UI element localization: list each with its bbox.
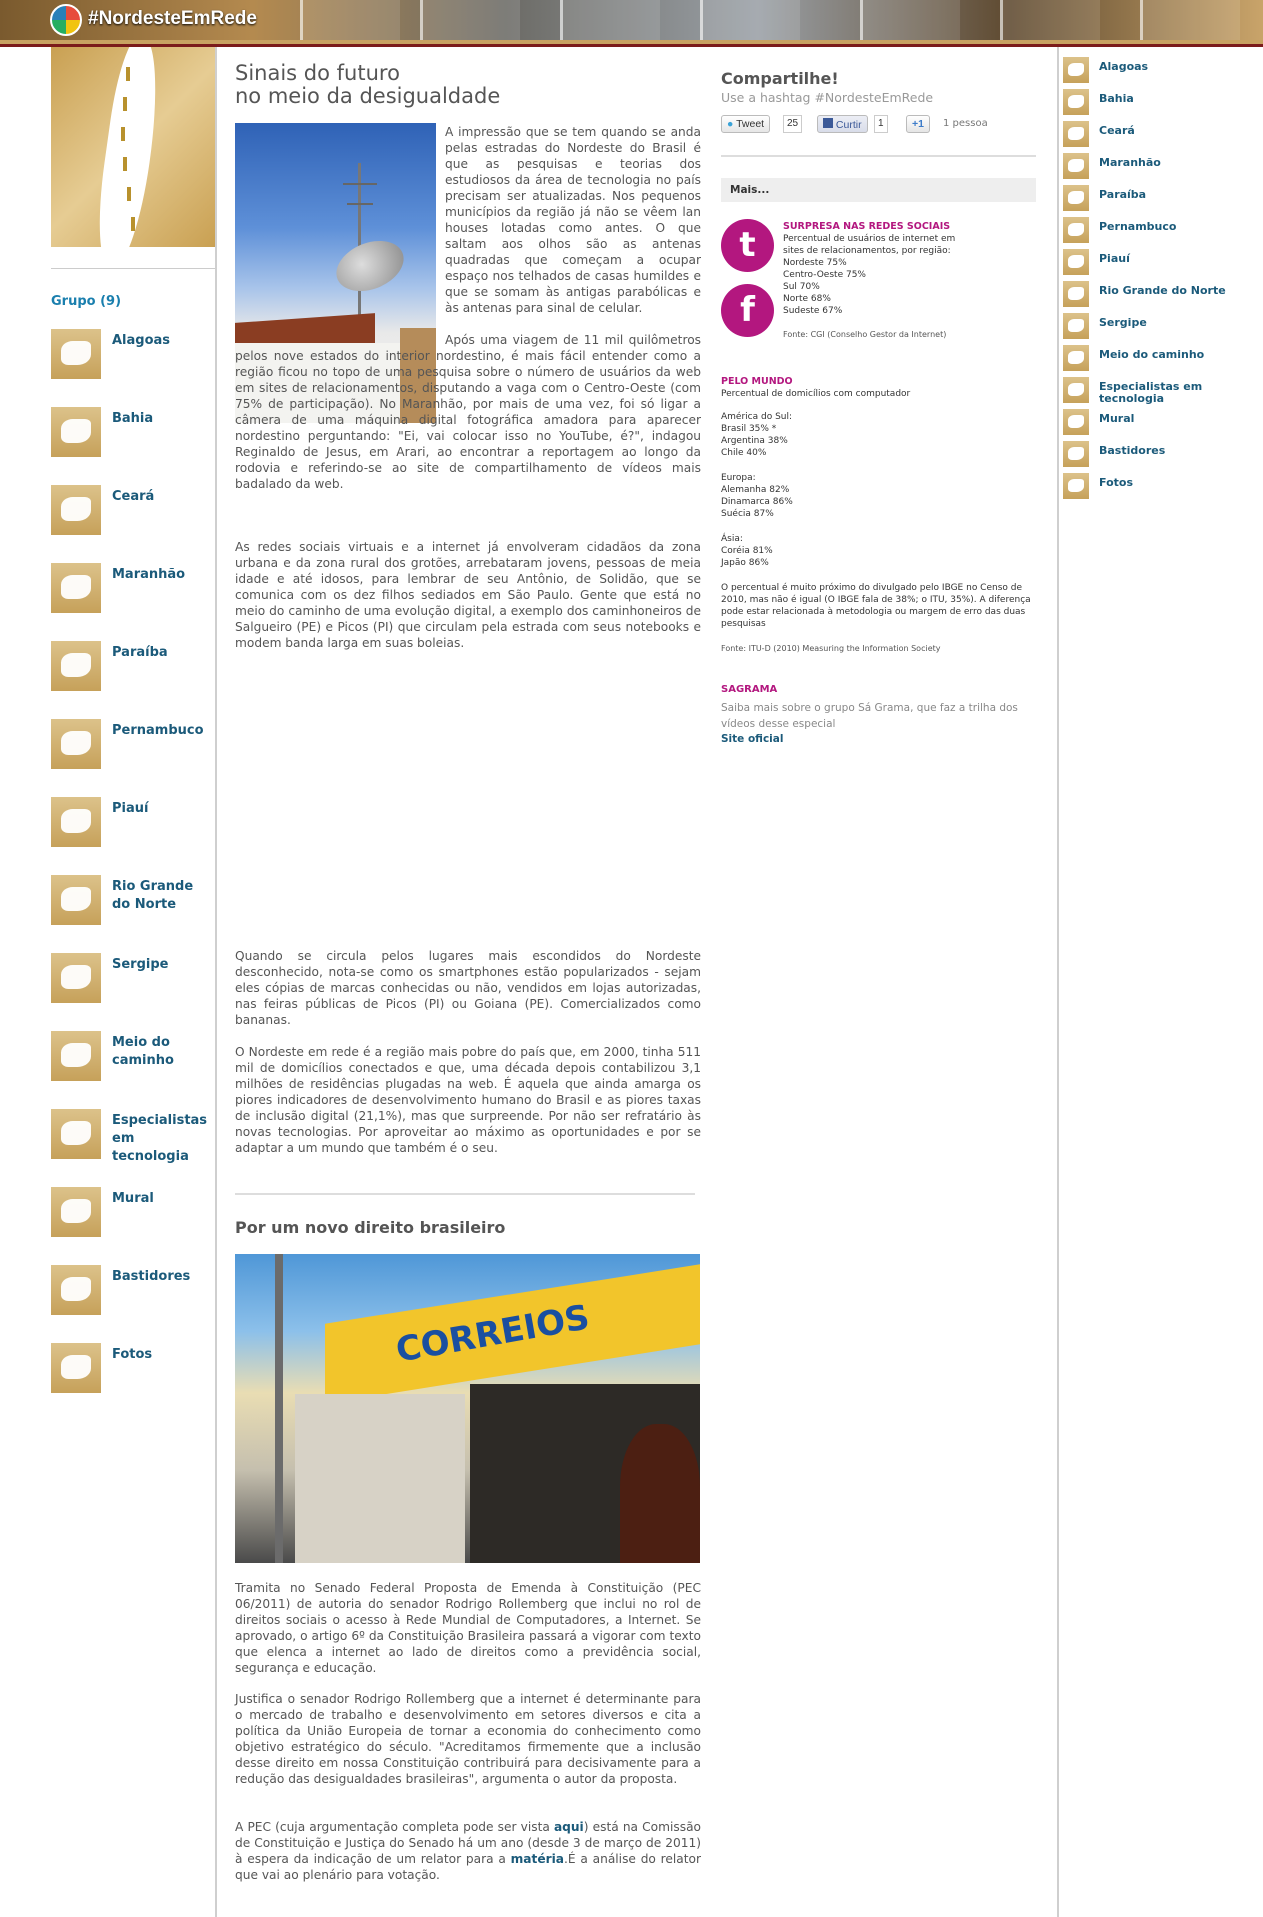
right-nav-sergipe[interactable] <box>1063 313 1253 339</box>
aqui-link[interactable]: aqui <box>553 1820 584 1834</box>
banner-photo <box>700 0 800 44</box>
camera-icon <box>51 1343 101 1393</box>
nav-label: Paraíba <box>112 645 168 660</box>
like-label: Curtir <box>835 119 862 131</box>
nav-label: Alagoas <box>1099 60 1149 73</box>
nav-label: Bahia <box>112 411 154 426</box>
share-subtitle: Use a hashtag #NordesteEmRede <box>721 90 934 105</box>
right-nav-paraiba[interactable] <box>1063 185 1253 211</box>
right-nav-piaui[interactable] <box>1063 249 1253 275</box>
nav-label: Mural <box>1099 412 1135 425</box>
alagoas-map-icon <box>1063 57 1089 83</box>
road-icon <box>51 1031 101 1081</box>
right-nav-rio-grande-do-norte[interactable] <box>1063 281 1253 307</box>
nav-label: Pernambuco <box>1099 220 1177 233</box>
header-banner <box>0 0 1263 44</box>
nav-label: Bahia <box>1099 92 1134 105</box>
nav-label: Meio do caminho <box>1099 348 1205 361</box>
world-stat-row: Coréia 81% <box>721 546 773 556</box>
like-button[interactable] <box>817 115 868 133</box>
paraiba-map-icon <box>51 641 101 691</box>
article-paragraph: Tramita no Senado Federal Proposta de Emenda à Constituição (PEC 06/2011) de autoria do senador Rodrigo Rollemberg que inclui no rol de direitos sociais o acesso à Rede Mundial de Computadores, a Internet. Se aprovado, o artigo 6º da Constituição Brasileira passará a vigorar com texto que elenca a internet ao lado de direitos como a previdência social, segurança e educação. <box>235 1581 701 1675</box>
camera-icon <box>1063 473 1089 499</box>
banner-photo <box>860 0 960 44</box>
bahia-map-icon <box>51 407 101 457</box>
article-paragraph: Quando se circula pelos lugares mais escondidos do Nordeste desconhecido, nota-se como os smartphones estão popularizados - sejam eles cópias de marcas conhecidas ou não, vendidos em lojas autorizadas, nas feiras públicas de Picos (PI) ou Goiana (PE). Comercializados como bananas. <box>235 949 701 1027</box>
pernambuco-map-icon <box>51 719 101 769</box>
group-label: Grupo (9) <box>51 294 122 309</box>
nav-label: Pernambuco <box>112 723 204 738</box>
nav-label: Rio Grande do Norte <box>1099 284 1226 297</box>
ceara-map-icon <box>51 485 101 535</box>
social-stat-row: Nordeste 75% <box>783 258 847 268</box>
nav-label: Maranhão <box>1099 156 1161 169</box>
sign-text: CORREIOS <box>393 1297 593 1371</box>
nav-label: Especialistas em tecnologia <box>1099 380 1203 405</box>
paragraph-text: Após uma viagem de 11 mil quilômetros pelos nove estados do interior nordestino, é mais fácil entender como a região ficou no topo de uma pesquisa sobre o número de usuários da web em sites de relacionamentos, disputando a vaga com o Centro-Oeste (com 75% de participação). No Maranhão, por mais de uma vez, foi só ligar a câmera de uma máquina digital fotográfica amadora para aparecer nordestino perguntando: "Ei, vai colocar isso no YouTube, é?", indagou Reginaldo de Jesus, em Arari, ao encontrar a reportagem ao longo da rodovia e referindo-se ao site de compartilhamento de vídeos mais badalado da web. <box>235 333 701 491</box>
like-count: 1 <box>874 115 888 133</box>
world-stats-desc: Percentual de domicílios com computador <box>721 389 911 399</box>
social-stats-source: Fonte: CGI (Conselho Gestor da Internet) <box>783 330 947 339</box>
rio-grande-do-norte-map-icon <box>1063 281 1089 307</box>
paraiba-map-icon <box>1063 185 1089 211</box>
road-dash <box>127 187 131 201</box>
post-office-photo <box>235 1254 700 1563</box>
world-stats-note: O percentual é muito próximo do divulgado pelo IBGE no Censo de 2010, mas não é igual (O IBGE fala de 38%; o ITU, 35%). A diferença pode estar relacionada à metodologia ou margem de erro das duas pesquisas <box>721 583 1031 629</box>
nav-label: Maranhão <box>112 567 186 582</box>
tweet-count: 25 <box>783 115 802 133</box>
site-logo[interactable] <box>50 4 82 36</box>
twitter-icon: t <box>721 219 774 272</box>
plus-one-count: 1 pessoa <box>943 118 988 129</box>
sagrama-heading: SAGRAMA <box>721 684 778 695</box>
satellite-dish <box>329 232 411 301</box>
social-stats-desc: sites de relacionamentos, por região: <box>783 246 951 256</box>
world-group-title: Ásia: <box>721 534 743 544</box>
right-nav-pernambuco[interactable] <box>1063 217 1253 243</box>
banner-photo <box>560 0 660 44</box>
right-nav-mural[interactable] <box>1063 409 1253 435</box>
tweet-button[interactable] <box>721 115 770 133</box>
social-stat-row: Centro-Oeste 75% <box>783 270 866 280</box>
utility-pole <box>275 1254 283 1563</box>
article-paragraph: As redes sociais virtuais e a internet já envolveram cidadãos da zona urbana e da zona rural dos grotões, arrebataram jovens, pessoas de meia idade e até idosos, para lembrar de seu Antônio, de Solidão, que se comunica com os dez filhos sediados em São Paulo. Gente que está no meio do caminho de uma evolução digital, a exemplo dos caminhoneiros de Salgueiro (PE) e Picos (PI) que circulam pela estrada com seus notebooks e modem banda larga em suas boleias. <box>235 540 701 650</box>
nav-label: Especialistas em tecnologia <box>112 1113 208 1164</box>
sergipe-map-icon <box>51 953 101 1003</box>
banner-photo <box>420 0 520 44</box>
nav-label: Alagoas <box>112 333 171 348</box>
facebook-icon <box>823 118 833 128</box>
clapperboard-icon <box>1063 441 1089 467</box>
alagoas-map-icon <box>51 329 101 379</box>
right-nav-maranhao[interactable] <box>1063 153 1253 179</box>
hashtag-title[interactable]: #NordesteEmRede <box>88 8 257 29</box>
right-nav-meio-do-caminho[interactable] <box>1063 345 1253 371</box>
tweet-label: Tweet <box>736 118 765 130</box>
social-stat-row: Sudeste 67% <box>783 306 843 316</box>
world-stat-row: Dinamarca 86% <box>721 497 793 507</box>
sergipe-map-icon <box>1063 313 1089 339</box>
facebook-icon: f <box>721 284 774 337</box>
mouse-icon <box>51 1109 101 1159</box>
section-divider <box>235 1193 695 1195</box>
rio-grande-do-norte-map-icon <box>51 875 101 925</box>
ceara-map-icon <box>1063 121 1089 147</box>
megaphone-icon <box>1063 409 1089 435</box>
world-stats-heading: PELO MUNDO <box>721 376 793 387</box>
world-stats-source: Fonte: ITU-D (2010) Measuring the Information Society <box>721 644 941 653</box>
section-title: Por um novo direito brasileiro <box>235 1218 506 1237</box>
antenna-rod <box>347 203 373 205</box>
paragraph-text: ) está na Comissão de Constituição e Justiça do Senado há um ano (desde 3 de março de 2011) à espera da indicação de um relator para a <box>235 1820 701 1866</box>
world-group-title: América do Sul: <box>721 412 793 422</box>
title-line: no meio da desigualdade <box>235 84 501 108</box>
nav-label: Ceará <box>112 489 155 504</box>
road-dash <box>126 67 130 81</box>
maranhao-map-icon <box>51 563 101 613</box>
right-nav-ceara[interactable] <box>1063 121 1253 147</box>
nav-label: Paraíba <box>1099 188 1147 201</box>
pernambuco-map-icon <box>1063 217 1089 243</box>
nav-label: Ceará <box>1099 124 1135 137</box>
maranhao-map-icon <box>1063 153 1089 179</box>
bahia-map-icon <box>1063 89 1089 115</box>
right-nav-fotos[interactable] <box>1063 473 1253 499</box>
article-title <box>235 62 695 108</box>
more-label[interactable]: Mais... <box>730 184 770 196</box>
nav-label: Fotos <box>112 1347 153 1362</box>
world-stat-row: Chile 40% <box>721 448 767 458</box>
paragraph-text: .É a análise do relator que vai ao plenário para votação. <box>235 1852 702 1882</box>
right-nav-bahia[interactable] <box>1063 89 1253 115</box>
twitter-bird-icon: ● <box>727 118 734 130</box>
road-icon <box>1063 345 1089 371</box>
nav-label: Piauí <box>112 801 149 816</box>
social-stat-row: Sul 70% <box>783 282 820 292</box>
nav-label: Sergipe <box>112 957 169 972</box>
right-nav-bastidores[interactable] <box>1063 441 1253 467</box>
banner-photo <box>300 0 400 44</box>
road-dash <box>123 157 127 171</box>
social-stats-heading: SURPRESA NAS REDES SOCIAIS <box>783 221 951 232</box>
social-stat-row: Norte 68% <box>783 294 831 304</box>
article-paragraph <box>235 1819 701 1883</box>
road-illustration <box>51 47 215 247</box>
share-divider <box>721 155 1036 157</box>
world-stat-row: Suécia 87% <box>721 509 774 519</box>
right-nav-alagoas[interactable] <box>1063 57 1253 83</box>
megaphone-icon <box>51 1187 101 1237</box>
building-wall <box>295 1394 465 1563</box>
plus-one-button[interactable]: +1 <box>906 115 930 133</box>
nav-label: Bastidores <box>112 1269 191 1284</box>
article-paragraph <box>235 332 701 492</box>
article-paragraph: A impressão que se tem quando se anda pelas estradas do Nordeste do Brasil é que as pesquisas e teorias dos estudiosos da área de tecnologia no país precisam ser atualizadas. Nos pequenos municípios da região já não se vêem lan houses lotadas como antes. O que saltam aos olhos são as antenas quadradas que começam a ocupar espaço nos telhados de casas humildes e que se somam às antigas parabólicas e às antenas para sinal de celular. <box>445 125 701 315</box>
sagrama-desc: Saiba mais sobre o grupo Sá Grama, que faz a trilha dos vídeos desse especial <box>721 702 1018 730</box>
materia-link[interactable]: matéria <box>510 1852 565 1866</box>
road-dash <box>131 217 135 231</box>
mouse-icon <box>1063 377 1089 403</box>
title-line: Sinais do futuro <box>235 61 400 85</box>
road-dash <box>121 127 125 141</box>
banner-photo <box>1000 0 1100 44</box>
right-nav-especialistas[interactable] <box>1063 377 1253 403</box>
left-sidebar <box>0 47 217 1917</box>
article-paragraph: O Nordeste em rede é a região mais pobre do país que, em 2000, tinha 511 mil de domicílios conectados e que, uma década depois contabilizou 3,1 milhões de residências plugadas na web. É aquela que ainda amarga os piores indicadores de desenvolvimento humano do Brasil e as piores taxas de inclusão digital (21,1%), mas que surpreende. Por não ser refratário às novas tecnologias. Por aproveitar ao máximo as oportunidades e por se adaptar a um mundo que também é o seu. <box>235 1045 701 1155</box>
banner-photo <box>1140 0 1240 44</box>
world-stat-row: Argentina 38% <box>721 436 788 446</box>
share-title: Compartilhe! <box>721 69 839 88</box>
piaui-map-icon <box>1063 249 1089 275</box>
piaui-map-icon <box>51 797 101 847</box>
nav-label: Fotos <box>1099 476 1133 489</box>
nav-label: Meio do caminho <box>112 1035 174 1068</box>
left-divider <box>51 268 215 269</box>
antenna-rod <box>343 183 377 185</box>
clapperboard-icon <box>51 1265 101 1315</box>
world-stat-row: Brasil 35% * <box>721 424 777 434</box>
world-stat-row: Alemanha 82% <box>721 485 790 495</box>
nav-label: Sergipe <box>1099 316 1147 329</box>
paragraph-text: A PEC (cuja argumentação completa pode ser vista <box>235 1820 554 1834</box>
nav-label: Piauí <box>1099 252 1130 265</box>
person <box>620 1424 700 1563</box>
sagrama-site-link[interactable]: Site oficial <box>721 733 784 745</box>
social-stats-desc: Percentual de usuários de internet em <box>783 234 956 244</box>
nav-label: Rio Grande do Norte <box>112 879 194 912</box>
world-stat-row: Japão 86% <box>721 558 769 568</box>
nav-label: Bastidores <box>1099 444 1166 457</box>
article-paragraph: Justifica o senador Rodrigo Rollemberg que a internet é determinante para o mercado de trabalho e desenvolvimento em setores diversos e cita a política da União Europeia de tornar a economia do conhecimento como objetivo estratégico do século. "Acreditamos firmemente que a inclusão desse direito em nossa Constituição contribuirá para decisivamente para a redução das desigualdades brasileiras", argumenta o autor da proposta. <box>235 1692 701 1786</box>
world-group-title: Europa: <box>721 473 756 483</box>
road-dash <box>123 97 127 111</box>
nav-label: Mural <box>112 1191 154 1206</box>
